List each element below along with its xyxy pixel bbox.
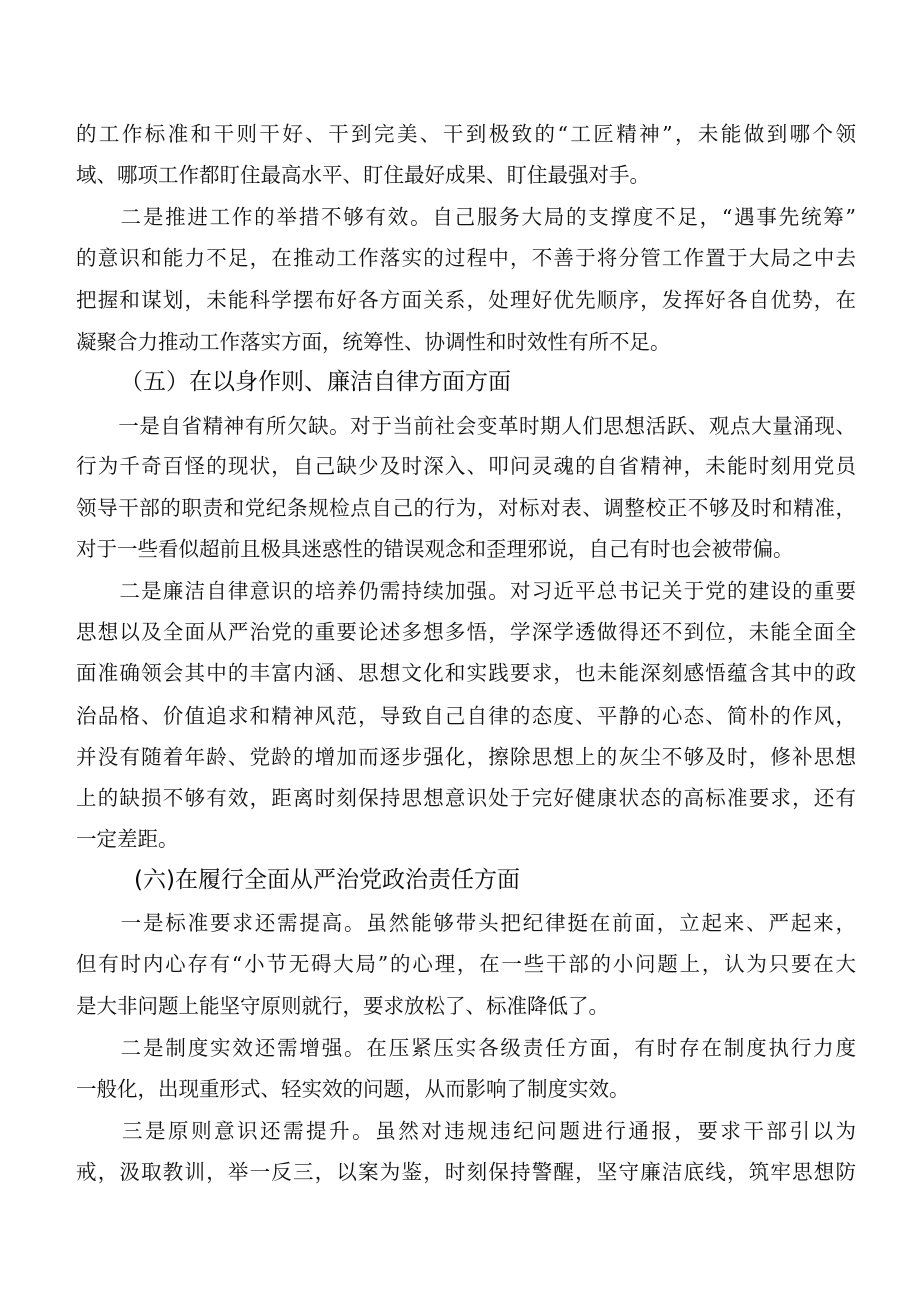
- text-line: 戒，汲取教训，举一反三，以案为鉴，时刻保持警醒，坚守廉洁底线，筑牢思想防: [76, 1160, 856, 1184]
- text-line: 面准确领会其中的丰富内涵、思想文化和实践要求，也未能深刻感悟蕴含其中的政: [76, 661, 856, 685]
- text-line: 治品格、价值追求和精神风范，导致自己自律的态度、平静的心态、简朴的作风，: [76, 704, 856, 728]
- text-line: 二是制度实效还需增强。在压紧压实各级责任方面，有时存在制度执行力度: [76, 1036, 856, 1060]
- section-heading-5: （五）在以身作则、廉洁自律方面方面: [120, 369, 511, 395]
- text-line: 的意识和能力不足，在推动工作落实的过程中，不善于将分管工作置于大局之中去: [76, 246, 856, 270]
- text-line: 把握和谋划，未能科学摆布好各方面关系，处理好优先顺序，发挥好各自优势，在: [76, 288, 856, 312]
- text-line: 域、哪项工作都盯住最高水平、盯住最好成果、盯住最强对手。: [76, 163, 650, 187]
- text-line: 二是廉洁自律意识的培养仍需持续加强。对习近平总书记关于党的建设的重要: [76, 579, 856, 603]
- text-line: 二是推进工作的举措不够有效。自己服务大局的支撑度不足，“遇事先统筹”: [76, 205, 856, 229]
- text-line: 对于一些看似超前且极具迷惑性的错误观念和歪理邪说，自己有时也会被带偏。: [76, 537, 794, 561]
- text-line: 的工作标准和干则干好、干到完美、干到极致的“工匠精神”，未能做到哪个领: [76, 122, 856, 146]
- text-line: 一定差距。: [76, 827, 179, 851]
- text-line: 一般化，出现重形式、轻实效的问题，从而影响了制度实效。: [76, 1077, 630, 1101]
- text-line: 但有时内心存有“小节无碍大局”的心理，在一些干部的小问题上，认为只要在大: [76, 952, 856, 976]
- text-line: 一是自省精神有所欠缺。对于当前社会变革时期人们思想活跃、观点大量涌现、: [76, 414, 856, 438]
- text-line: 并没有随着年龄、党龄的增加而逐步强化，擦除思想上的灰尘不够及时，修补思想: [76, 745, 856, 769]
- text-line: 凝聚合力推动工作落实方面，统筹性、协调性和时效性有所不足。: [76, 330, 671, 354]
- text-line: 一是标准要求还需提高。虽然能够带头把纪律挺在前面，立起来、严起来，: [76, 911, 856, 935]
- text-line: 三是原则意识还需提升。虽然对违规违纪问题进行通报，要求干部引以为: [76, 1119, 856, 1143]
- text-line: 上的缺损不够有效，距离时刻保持思想意识处于完好健康状态的高标准要求，还有: [76, 786, 856, 810]
- text-line: 行为千奇百怪的现状，自己缺少及时深入、叩问灵魂的自省精神，未能时刻用党员: [76, 454, 856, 478]
- text-line: 领导干部的职责和党纪条规检点自己的行为，对标对表、调整校正不够及时和精准，: [76, 496, 856, 520]
- text-line: 是大非问题上能坚守原则就行，要求放松了、标准降低了。: [76, 994, 609, 1018]
- section-heading-6: (六)在履行全面从严治党政治责任方面: [134, 867, 520, 893]
- text-line: 思想以及全面从严治党的重要论述多想多悟，学深学透做得还不到位，未能全面全: [76, 620, 856, 644]
